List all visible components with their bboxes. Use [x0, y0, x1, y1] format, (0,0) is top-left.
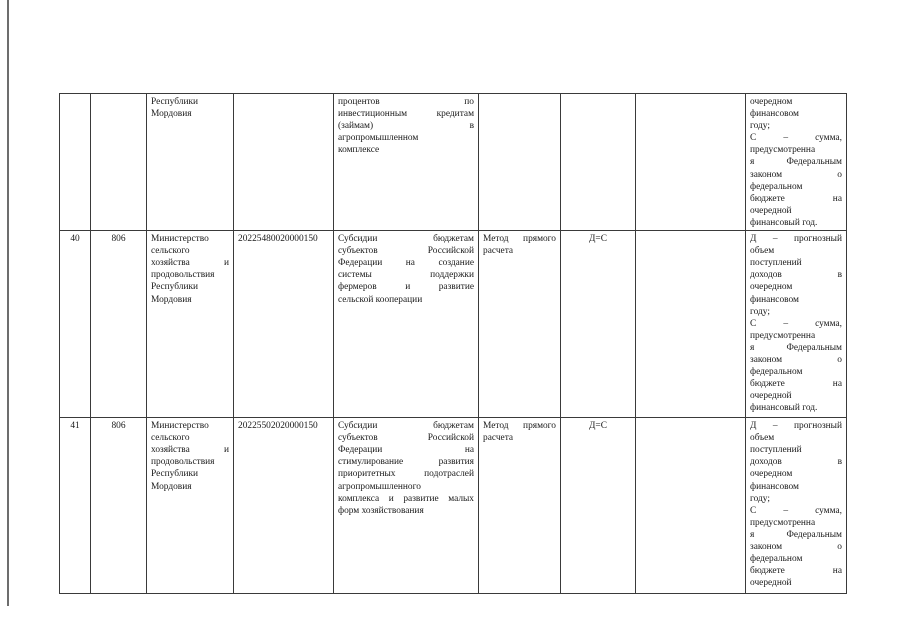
revenue-name-line: приоритетных подотраслей — [338, 469, 474, 480]
revenue-name-line: субъектов Российской — [338, 246, 474, 257]
formula-cell: Д=С — [561, 418, 636, 594]
indicator-description-line: финансовом — [750, 481, 799, 492]
revenue-name-line: субъектов Российской — [338, 433, 474, 444]
administrator-line: сельского — [151, 433, 190, 444]
administrator-line: продовольствия — [151, 270, 215, 281]
method-text — [483, 233, 556, 257]
indicator-description-cell — [746, 94, 847, 231]
indicator-description-line: Д – прогнозный — [750, 421, 842, 432]
indicator-description-line: бюджете на — [750, 193, 842, 204]
table-row — [60, 94, 847, 231]
indicator-description-line: я Федеральным — [750, 342, 842, 353]
revenue-forecast-table — [59, 93, 847, 594]
method-text — [483, 420, 556, 444]
table-row — [60, 231, 847, 418]
indicator-description-line: бюджете на — [750, 566, 842, 577]
indicator-description-line: С – сумма, — [750, 133, 842, 144]
indicator-description-line: очередном — [750, 469, 793, 480]
revenue-name-line: инвестиционным кредитам — [338, 109, 474, 120]
administrator-line: Республики — [151, 282, 199, 293]
administrator-cell — [147, 94, 234, 231]
indicator-description-line: очередной — [750, 578, 792, 589]
scan-edge-line — [7, 0, 9, 606]
indicator-description-line: очередном — [750, 282, 793, 293]
revenue-name-line: Субсидии бюджетам — [338, 234, 474, 245]
indicator-description-line: очередной — [750, 391, 792, 402]
revenue-name-line: Субсидии бюджетам — [338, 421, 474, 432]
method-line: Метод прямого — [483, 234, 556, 245]
administrator-text — [151, 420, 229, 493]
administrator-line: продовольствия — [151, 457, 215, 468]
indicator-description-line: доходов в — [750, 270, 842, 281]
indicator-description-line: законом о — [750, 169, 842, 180]
method-line: расчета — [483, 246, 514, 257]
revenue-name-line: агропромышленном — [338, 133, 419, 144]
indicator-description-line: Д – прогнозный — [750, 234, 842, 245]
revenue-name-line: процентов по — [338, 97, 474, 107]
algorithm-cell — [636, 94, 746, 231]
indicator-description-line: С – сумма, — [750, 318, 842, 329]
administrator-text — [151, 233, 229, 306]
indicator-description-line: финансовый год. — [750, 403, 818, 414]
kbk-code-cell: 20225480020000150 — [234, 231, 334, 418]
indicator-description-line: финансовом — [750, 294, 799, 305]
revenue-name-line: Федерации на — [338, 445, 474, 456]
administrator-line: Министерство — [151, 234, 209, 245]
method-line: Метод прямого — [483, 421, 556, 432]
administrator-line: Мордовия — [151, 294, 192, 305]
administrator-line: Республики — [151, 469, 199, 480]
indicator-description-cell — [746, 231, 847, 418]
revenue-name-line: комплекса и развитие малых — [338, 493, 474, 504]
indicator-description-line: финансовом — [750, 109, 799, 120]
indicator-description-line: я Федеральным — [750, 157, 842, 168]
indicator-description-line: федеральном — [750, 181, 803, 192]
method-cell — [479, 418, 561, 594]
admin-code-cell: 806 — [91, 418, 147, 594]
indicator-description-line: очередной — [750, 205, 792, 216]
admin-code-cell — [91, 94, 147, 231]
indicator-description-cell — [746, 418, 847, 594]
administrator-cell — [147, 231, 234, 418]
indicator-description-line: поступлений — [750, 258, 802, 269]
row-number-cell — [60, 94, 91, 231]
revenue-name-line: системы поддержки — [338, 270, 474, 281]
indicator-description-line: я Федеральным — [750, 529, 842, 540]
revenue-name-line: комплексе — [338, 145, 380, 156]
revenue-name-line: стимулирование развития — [338, 457, 474, 468]
administrator-cell — [147, 418, 234, 594]
administrator-line: хозяйства и — [151, 445, 229, 456]
indicator-description-line: предусмотренна — [750, 517, 816, 528]
revenue-name-line: сельской кооперации — [338, 294, 423, 305]
indicator-description-text — [750, 96, 842, 229]
indicator-description-line: году; — [750, 493, 770, 504]
revenue-name-line: Федерации на создание — [338, 258, 474, 269]
indicator-description-line: доходов в — [750, 457, 842, 468]
indicator-description-line: объем — [750, 433, 775, 444]
formula-cell: Д=С — [561, 231, 636, 418]
administrator-line: Министерство — [151, 421, 209, 432]
algorithm-cell — [636, 418, 746, 594]
administrator-line: Мордовия — [151, 481, 192, 492]
revenue-name-text — [338, 96, 474, 156]
administrator-line: Мордовия — [151, 109, 192, 120]
table-body — [60, 94, 847, 594]
indicator-description-text — [750, 233, 842, 414]
formula-cell — [561, 94, 636, 231]
method-cell — [479, 94, 561, 231]
indicator-description-line: законом о — [750, 354, 842, 365]
revenue-name-cell — [334, 418, 479, 594]
indicator-description-line: предусмотренна — [750, 330, 816, 341]
indicator-description-line: году; — [750, 306, 770, 317]
kbk-code-cell — [234, 94, 334, 231]
table-row — [60, 418, 847, 594]
revenue-name-text — [338, 233, 474, 306]
indicator-description-line: финансовый год. — [750, 217, 818, 228]
revenue-name-line: (займам) в — [338, 121, 474, 132]
algorithm-cell — [636, 231, 746, 418]
revenue-name-text — [338, 420, 474, 517]
indicator-description-text — [750, 420, 842, 589]
indicator-description-line: объем — [750, 246, 775, 257]
indicator-description-line: поступлений — [750, 445, 802, 456]
indicator-description-line: бюджете на — [750, 379, 842, 390]
indicator-description-line: федеральном — [750, 554, 803, 565]
indicator-description-line: предусмотренна — [750, 145, 816, 156]
method-line: расчета — [483, 433, 514, 444]
revenue-name-line: фермеров и развитие — [338, 282, 474, 293]
administrator-line: сельского — [151, 246, 190, 257]
revenue-name-line: агропромышленного — [338, 481, 421, 492]
revenue-name-cell — [334, 94, 479, 231]
indicator-description-line: очередном — [750, 97, 793, 107]
indicator-description-line: законом о — [750, 541, 842, 552]
kbk-code-cell: 20225502020000150 — [234, 418, 334, 594]
administrator-text — [151, 96, 229, 120]
administrator-line: Республики — [151, 97, 199, 107]
row-number-cell: 40 — [60, 231, 91, 418]
indicator-description-line: С – сумма, — [750, 505, 842, 516]
indicator-description-line: году; — [750, 121, 770, 132]
method-cell — [479, 231, 561, 418]
indicator-description-line: федеральном — [750, 367, 803, 378]
admin-code-cell: 806 — [91, 231, 147, 418]
row-number-cell: 41 — [60, 418, 91, 594]
revenue-name-cell — [334, 231, 479, 418]
revenue-name-line: форм хозяйствования — [338, 505, 424, 516]
administrator-line: хозяйства и — [151, 258, 229, 269]
